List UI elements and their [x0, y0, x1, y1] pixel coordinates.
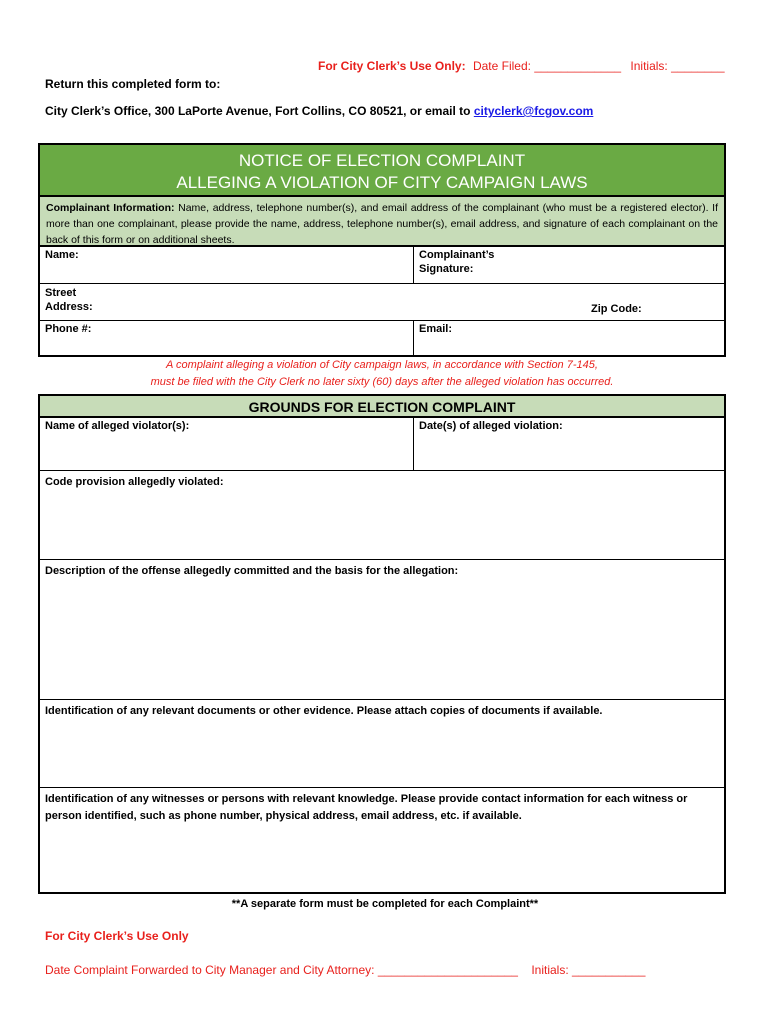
notice-line2: must be filed with the City Clerk no later sixty (60) days after the alleged violation has occurred. — [150, 376, 614, 388]
documents-label: Identification of any relevant documents or other evidence. Please attach copies of documents if available. — [45, 705, 603, 717]
signature-field[interactable] — [413, 246, 726, 284]
grounds-section-header: GROUNDS FOR ELECTION COMPLAINT — [38, 394, 726, 418]
complainant-info-label: Complainant Information: — [46, 202, 175, 214]
date-filed-field: Date Filed: _____________ — [472, 59, 622, 73]
forwarded-date-field: Date Complaint Forwarded to City Manager and City Attorney: _____________________ — [45, 963, 518, 977]
form-title-line2: ALLEGING A VIOLATION OF CITY CAMPAIGN LAWS — [176, 173, 588, 192]
zip-code-label: Zip Code: — [591, 303, 642, 315]
clerk-email-link[interactable]: cityclerk@fcgov.com — [473, 104, 594, 118]
violator-field[interactable] — [38, 417, 414, 471]
witnesses-field[interactable] — [38, 787, 726, 894]
phone-label: Phone #: — [45, 323, 92, 335]
violation-dates-label: Date(s) of alleged violation: — [419, 420, 563, 432]
clerk-only-label: For City Clerk’s Use Only — [45, 929, 189, 943]
email-label: Email: — [419, 323, 453, 335]
email-field[interactable] — [413, 320, 726, 357]
offense-description-field[interactable] — [38, 559, 726, 700]
form-title-line1: NOTICE OF ELECTION COMPLAINT — [238, 151, 526, 170]
violation-dates-field[interactable] — [413, 417, 726, 471]
phone-field[interactable] — [38, 320, 414, 357]
violator-label: Name of alleged violator(s): — [45, 420, 190, 432]
street-label: Street — [45, 287, 77, 299]
clerk-use-header — [318, 59, 725, 73]
complainant-info-box — [38, 196, 726, 246]
code-provision-field[interactable] — [38, 470, 726, 560]
code-provision-label: Code provision allegedly violated: — [45, 476, 224, 488]
street-address-field[interactable] — [38, 283, 726, 321]
return-to-label: Return this completed form to: — [45, 77, 221, 91]
complainant-info-body: Name, address, telephone number(s), and email address of the complainant (who must be a registered elector). If more than one complainant, please provide the name, address, telephone number(s), email address, and signature of each complainant on the back of this form or on additional sheets. — [46, 202, 718, 246]
separate-form-note: **A separate form must be completed for each Complaint** — [231, 898, 539, 910]
forwarded-date-line — [45, 963, 645, 977]
documents-field[interactable] — [38, 699, 726, 788]
witnesses-label: Identification of any witnesses or persons with relevant knowledge. Please provide contact information for each witness or person identified, such as phone number, physical address, email address, etc. if available. — [45, 793, 688, 822]
clerk-use-label: For City Clerk’s Use Only: — [318, 59, 466, 73]
notice-line1: A complaint alleging a violation of City campaign laws, in accordance with Section 7-145, — [166, 359, 598, 371]
signature-label-1: Complainant’s — [419, 249, 495, 261]
name-field[interactable] — [38, 246, 414, 284]
form-title-banner — [38, 143, 726, 197]
complainant-info-text — [46, 200, 718, 248]
filing-deadline-notice — [38, 357, 726, 391]
offense-description-label: Description of the offense allegedly committed and the basis for the allegation: — [45, 565, 459, 577]
office-address — [45, 104, 593, 118]
name-label: Name: — [45, 249, 79, 261]
address-label: Address: — [45, 301, 93, 313]
clerk-initials-field: Initials: ________ — [630, 59, 725, 73]
signature-label-2: Signature: — [419, 263, 474, 275]
forwarded-initials-field: Initials: ___________ — [531, 963, 646, 977]
office-address-text: City Clerk’s Office, 300 LaPorte Avenue, Fort Collins, CO 80521, or email to — [45, 104, 474, 118]
